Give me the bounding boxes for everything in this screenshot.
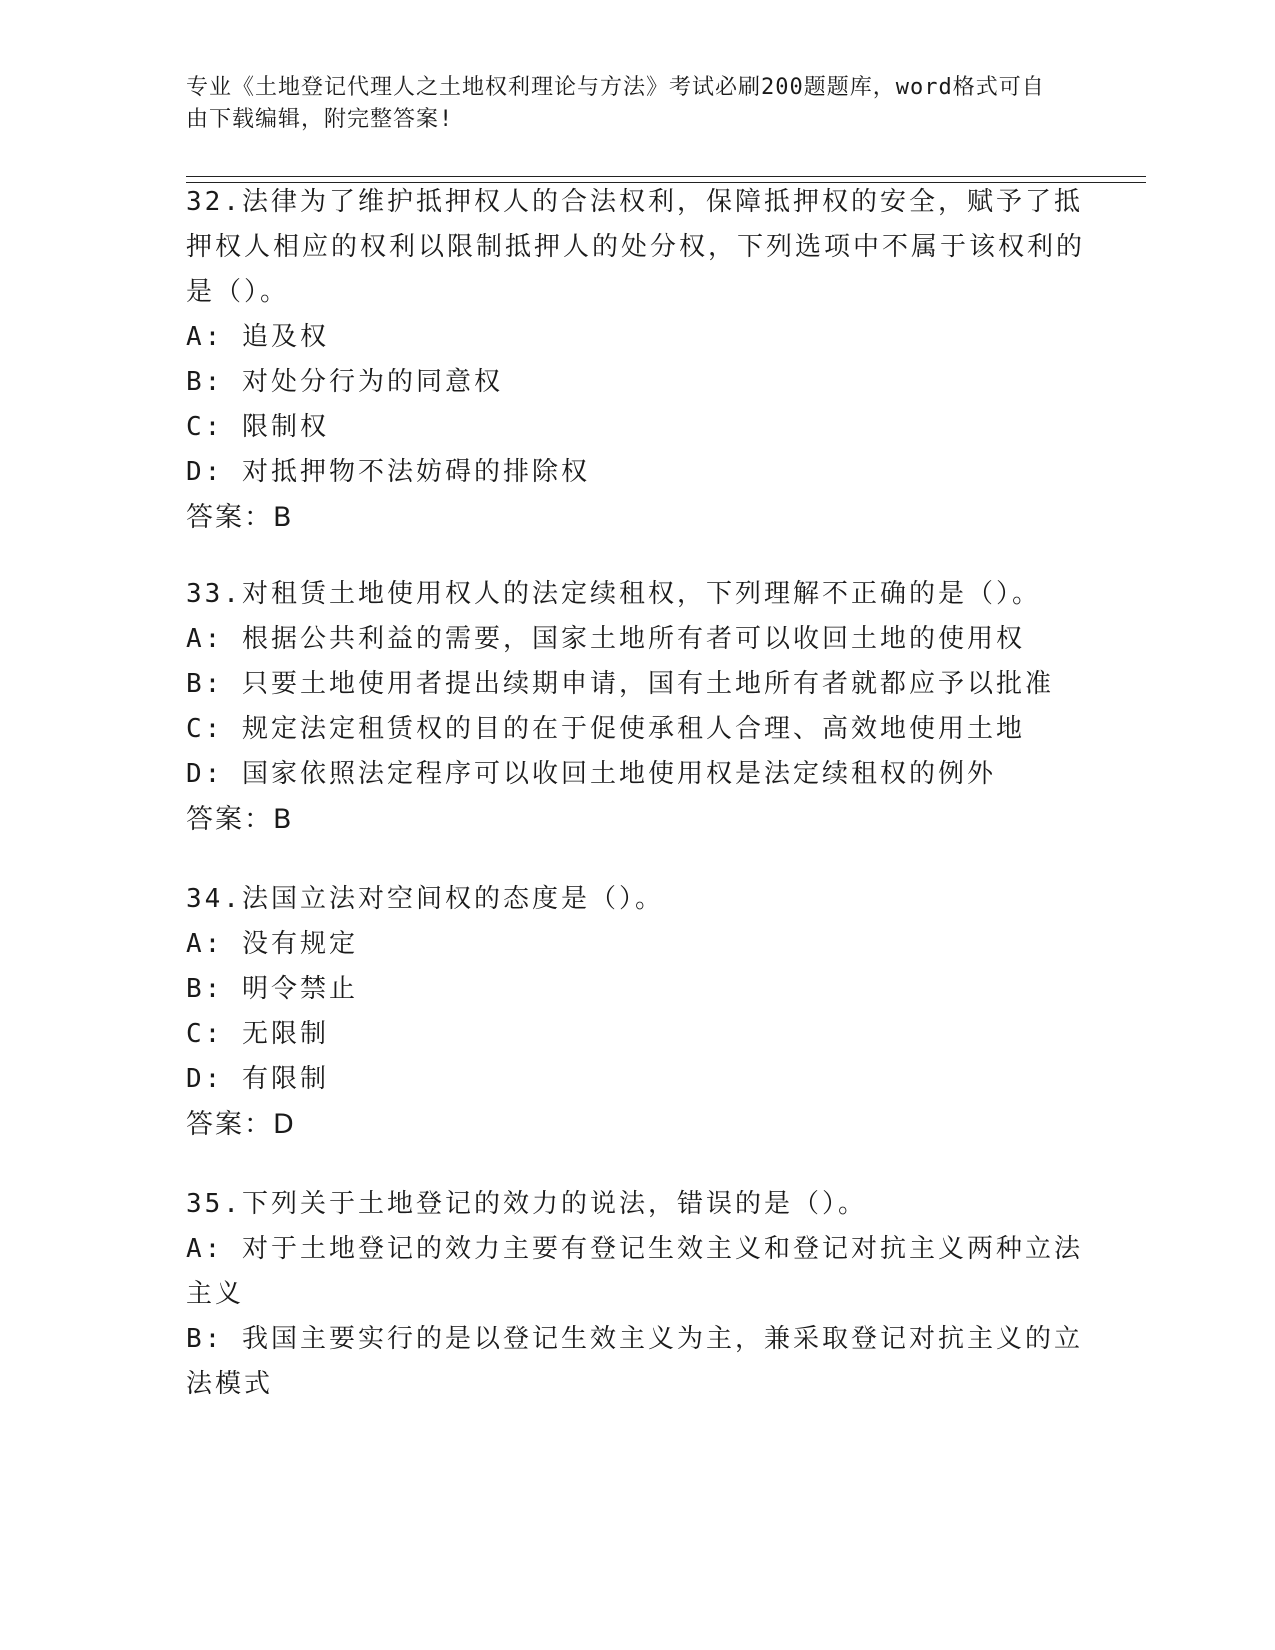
option-d: D: 对抵押物不法妨碍的排除权 [186, 457, 590, 487]
question-stem: 35.下列关于土地登记的效力的说法，错误的是（）。 [186, 1189, 867, 1219]
option-c: C: 规定法定租赁权的目的在于促使承租人合理、高效地使用土地 [186, 714, 1025, 744]
question-stem: 33.对租赁土地使用权人的法定续租权，下列理解不正确的是（）。 [186, 579, 1041, 609]
question-34 [186, 877, 1086, 1147]
option-c: C: 限制权 [186, 412, 329, 442]
answer-label: 答案：B [186, 502, 294, 533]
question-32 [186, 180, 1086, 540]
question-stem: 32.法律为了维护抵押权人的合法权利，保障抵押权的安全，赋予了抵押权人相应的权利以限制抵押人的处分权，下列选项中不属于该权利的是（）。 [186, 187, 1086, 307]
option-a: A: 追及权 [186, 322, 329, 352]
header-rule-top [186, 176, 1146, 177]
option-b: B: 明令禁止 [186, 974, 358, 1004]
document-header: 专业《土地登记代理人之土地权利理论与方法》考试必刷200题题库，word格式可自由下载编辑，附完整答案! [186, 75, 1045, 132]
option-c: C: 无限制 [186, 1019, 329, 1049]
question-35 [186, 1182, 1086, 1407]
option-a: A: 没有规定 [186, 929, 358, 959]
option-b: B: 我国主要实行的是以登记生效主义为主，兼采取登记对抗主义的立法模式 [186, 1324, 1083, 1399]
option-a: A: 根据公共利益的需要，国家土地所有者可以收回土地的使用权 [186, 624, 1025, 654]
option-d: D: 国家依照法定程序可以收回土地使用权是法定续租权的例外 [186, 759, 996, 789]
option-a: A: 对于土地登记的效力主要有登记生效主义和登记对抗主义两种立法主义 [186, 1234, 1083, 1309]
question-33 [186, 572, 1086, 842]
answer-label: 答案：B [186, 804, 294, 835]
answer-label: 答案：D [186, 1109, 296, 1140]
question-stem: 34.法国立法对空间权的态度是（）。 [186, 884, 664, 914]
option-d: D: 有限制 [186, 1064, 329, 1094]
option-b: B: 只要土地使用者提出续期申请，国有土地所有者就都应予以批准 [186, 669, 1054, 699]
option-b: B: 对处分行为的同意权 [186, 367, 503, 397]
